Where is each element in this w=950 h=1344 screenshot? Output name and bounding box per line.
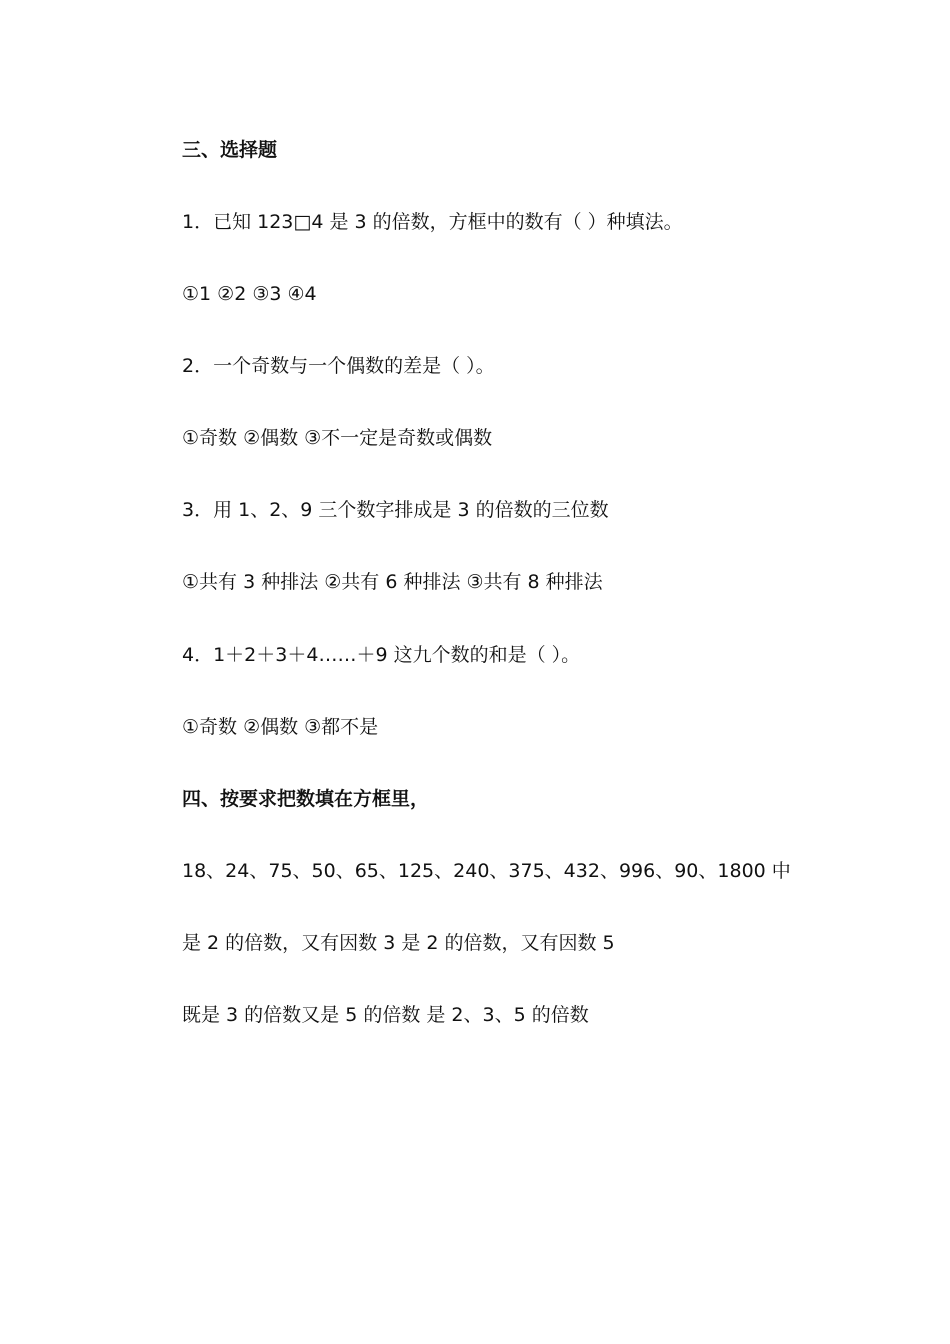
category-line-1: 是 2 的倍数，又有因数 3 是 2 的倍数，又有因数 5	[182, 932, 615, 954]
numbers-list: 18、24、75、50、65、125、240、375、432、996、90、1800 中	[182, 860, 791, 882]
question-4: 4．1＋2＋3＋4……＋9 这九个数的和是（ ）。	[182, 644, 581, 666]
question-2: 2．一个奇数与一个偶数的差是（ ）。	[182, 355, 495, 377]
question-1: 1．已知 123□4 是 3 的倍数，方框中的数有（ ）种填法。	[182, 211, 683, 233]
section4-heading: 四、按要求把数填在方框里，	[182, 788, 430, 810]
question-4-options: ①奇数 ②偶数 ③都不是	[182, 716, 379, 738]
question-3-options: ①共有 3 种排法 ②共有 6 种排法 ③共有 8 种排法	[182, 571, 603, 593]
category-line-2: 既是 3 的倍数又是 5 的倍数 是 2、3、5 的倍数	[182, 1004, 589, 1026]
question-3: 3．用 1、2、9 三个数字排成是 3 的倍数的三位数	[182, 499, 609, 521]
section3-heading: 三、选择题	[182, 139, 278, 161]
question-2-options: ①奇数 ②偶数 ③不一定是奇数或偶数	[182, 427, 493, 449]
question-1-options: ①1 ②2 ③3 ④4	[182, 283, 317, 305]
